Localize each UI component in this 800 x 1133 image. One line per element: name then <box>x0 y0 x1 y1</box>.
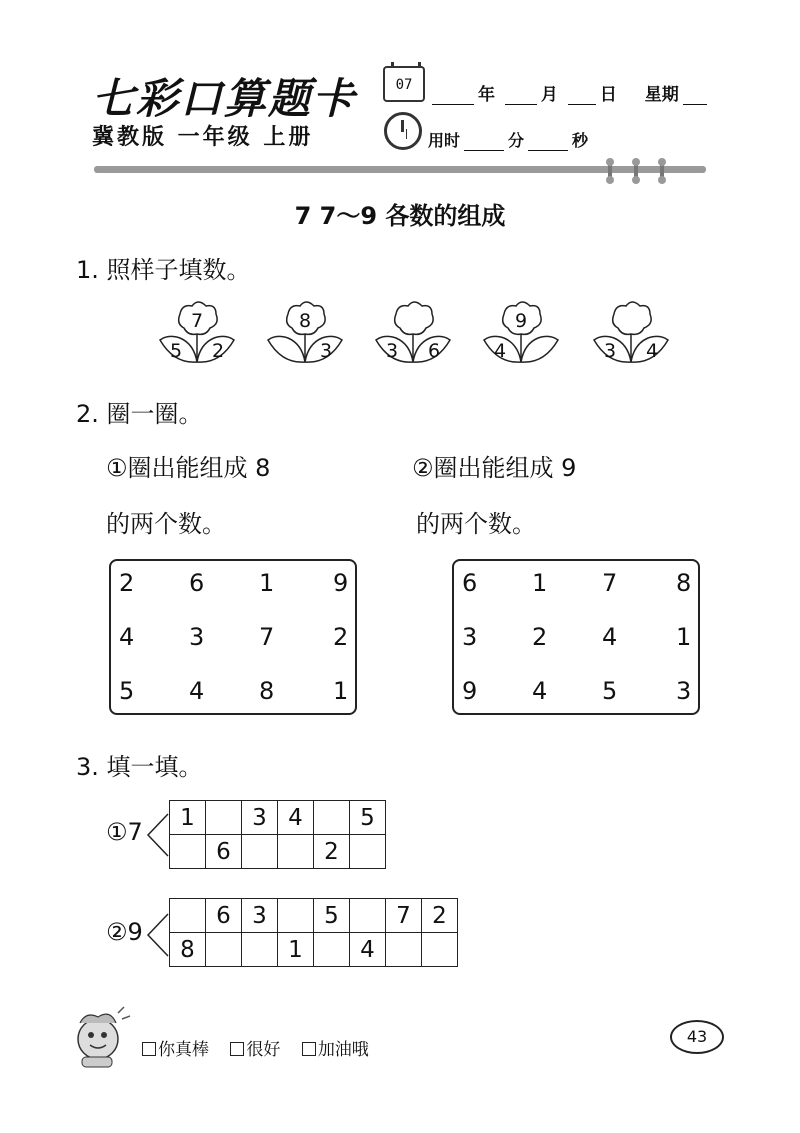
table-cell[interactable]: 4 <box>278 801 314 835</box>
table-cell[interactable] <box>314 801 350 835</box>
grid-number[interactable]: 8 <box>676 569 692 597</box>
page-number: 43 <box>670 1020 724 1054</box>
flower-left-number[interactable]: 3 <box>385 340 399 362</box>
grid-number[interactable]: 7 <box>602 569 618 597</box>
number-flower <box>370 298 450 366</box>
flower-right-number[interactable]: 4 <box>645 340 659 362</box>
clock-icon <box>384 112 422 150</box>
table-cell[interactable]: 6 <box>206 899 242 933</box>
flower-right-number[interactable]: 2 <box>211 340 225 362</box>
grid-number[interactable]: 1 <box>532 569 548 597</box>
grid-number[interactable]: 7 <box>259 623 275 651</box>
grid-number[interactable]: 9 <box>462 677 478 705</box>
table-cell[interactable]: 3 <box>242 801 278 835</box>
grid-number[interactable]: 3 <box>189 623 205 651</box>
q2-left-prompt-2: 的两个数。 <box>106 510 226 538</box>
q2-left-prompt-1: ①圈出能组成 8 <box>106 454 271 482</box>
flower-left-number[interactable]: 3 <box>603 340 617 362</box>
grid-number[interactable]: 1 <box>676 623 692 651</box>
table-cell[interactable]: 5 <box>314 899 350 933</box>
grid-number[interactable]: 4 <box>119 623 135 651</box>
bracket-icon <box>146 912 170 958</box>
grid-number[interactable]: 6 <box>189 569 205 597</box>
flower-right-number[interactable]: 3 <box>319 340 333 362</box>
table-cell[interactable] <box>278 835 314 869</box>
table-cell[interactable]: 7 <box>386 899 422 933</box>
table-cell[interactable]: 4 <box>350 933 386 967</box>
part-2-lead: ②9 <box>106 918 143 946</box>
table-cell[interactable]: 5 <box>350 801 386 835</box>
flower-top-number[interactable]: 9 <box>514 310 528 332</box>
mascot-icon <box>66 1003 136 1073</box>
composition-table-9 <box>169 898 458 967</box>
table-cell[interactable] <box>170 835 206 869</box>
table-cell[interactable] <box>242 835 278 869</box>
number-flower <box>262 298 342 366</box>
time-used-label: 用时 <box>428 131 461 150</box>
grid-number[interactable]: 3 <box>676 677 692 705</box>
table-cell[interactable]: 1 <box>278 933 314 967</box>
table-cell[interactable] <box>314 933 350 967</box>
table-cell[interactable] <box>206 801 242 835</box>
flower-right-number[interactable]: 6 <box>427 340 441 362</box>
time-line <box>428 128 588 151</box>
number-flower <box>478 298 558 366</box>
table-cell[interactable] <box>350 899 386 933</box>
binder-ring-icon <box>632 160 640 182</box>
table-cell[interactable]: 8 <box>170 933 206 967</box>
part-1-lead: ①7 <box>106 818 143 846</box>
table-cell[interactable] <box>386 933 422 967</box>
year-label: 年 <box>478 85 495 105</box>
question-3-label: 3. 填一填。 <box>76 753 203 781</box>
flower-left-number[interactable]: 4 <box>493 340 507 362</box>
number-flower <box>154 298 234 366</box>
rating-checkbox[interactable] <box>230 1042 244 1056</box>
grid-number[interactable]: 6 <box>462 569 478 597</box>
table-cell[interactable] <box>206 933 242 967</box>
grid-number[interactable]: 8 <box>259 677 275 705</box>
table-cell[interactable]: 2 <box>422 899 458 933</box>
table-cell[interactable]: 2 <box>314 835 350 869</box>
table-cell[interactable]: 3 <box>242 899 278 933</box>
self-rating <box>142 1035 369 1060</box>
number-grid-9 <box>452 559 700 715</box>
q2-right-prompt-2: 的两个数。 <box>416 510 536 538</box>
month-label: 月 <box>540 85 558 105</box>
table-cell[interactable] <box>170 899 206 933</box>
question-2-label: 2. 圈一圈。 <box>76 400 203 428</box>
rating-checkbox[interactable] <box>142 1042 156 1056</box>
month-blank[interactable] <box>505 90 537 105</box>
binder-ring-icon <box>606 160 614 182</box>
flower-top-number[interactable]: 7 <box>190 310 204 332</box>
grid-number[interactable]: 4 <box>602 623 618 651</box>
rating-option: 你真棒 <box>158 1040 209 1060</box>
minute-label: 分 <box>508 131 525 150</box>
table-cell[interactable] <box>278 899 314 933</box>
brand-title: 七彩口算题卡 <box>92 74 357 123</box>
rating-option: 加油哦 <box>317 1040 369 1060</box>
date-line <box>428 80 711 105</box>
grid-number[interactable]: 4 <box>532 677 548 705</box>
grid-number[interactable]: 1 <box>259 569 275 597</box>
year-blank[interactable] <box>432 90 474 105</box>
table-cell[interactable] <box>422 933 458 967</box>
grid-number[interactable]: 2 <box>119 569 135 597</box>
week-label: 星期 <box>644 85 679 105</box>
table-cell[interactable]: 6 <box>206 835 242 869</box>
number-flower <box>588 298 668 366</box>
edition-label: 冀教版 一年级 上册 <box>92 125 314 150</box>
table-cell[interactable] <box>242 933 278 967</box>
minute-blank[interactable] <box>464 136 504 151</box>
number-grid-8 <box>109 559 357 715</box>
composition-table-7 <box>169 800 386 869</box>
grid-number[interactable]: 5 <box>119 677 135 705</box>
grid-number[interactable]: 9 <box>333 569 349 597</box>
second-label: 秒 <box>572 131 589 150</box>
calendar-icon <box>383 66 425 102</box>
grid-number[interactable]: 1 <box>333 677 349 705</box>
flower-top-number[interactable]: 8 <box>298 310 312 332</box>
day-blank[interactable] <box>568 90 596 105</box>
grid-number[interactable]: 2 <box>333 623 349 651</box>
second-blank[interactable] <box>528 136 568 151</box>
binder-ring-icon <box>658 160 666 182</box>
calendar-day: 07 <box>395 77 413 93</box>
header-divider <box>94 166 706 173</box>
grid-number[interactable]: 3 <box>462 623 478 651</box>
bracket-icon <box>146 812 170 858</box>
table-cell[interactable] <box>350 835 386 869</box>
flower-left-number[interactable]: 5 <box>169 340 183 362</box>
grid-number[interactable]: 4 <box>189 677 205 705</box>
grid-number[interactable]: 5 <box>602 677 618 705</box>
table-cell[interactable]: 1 <box>170 801 206 835</box>
q2-right-prompt-1: ②圈出能组成 9 <box>412 454 577 482</box>
rating-option: 很好 <box>246 1040 281 1060</box>
week-blank[interactable] <box>683 90 707 105</box>
lesson-title: 7 7～9 各数的组成 <box>294 202 506 230</box>
day-label: 日 <box>599 85 617 105</box>
grid-number[interactable]: 2 <box>532 623 548 651</box>
rating-checkbox[interactable] <box>302 1042 316 1056</box>
question-1-label: 1. 照样子填数。 <box>76 256 251 284</box>
